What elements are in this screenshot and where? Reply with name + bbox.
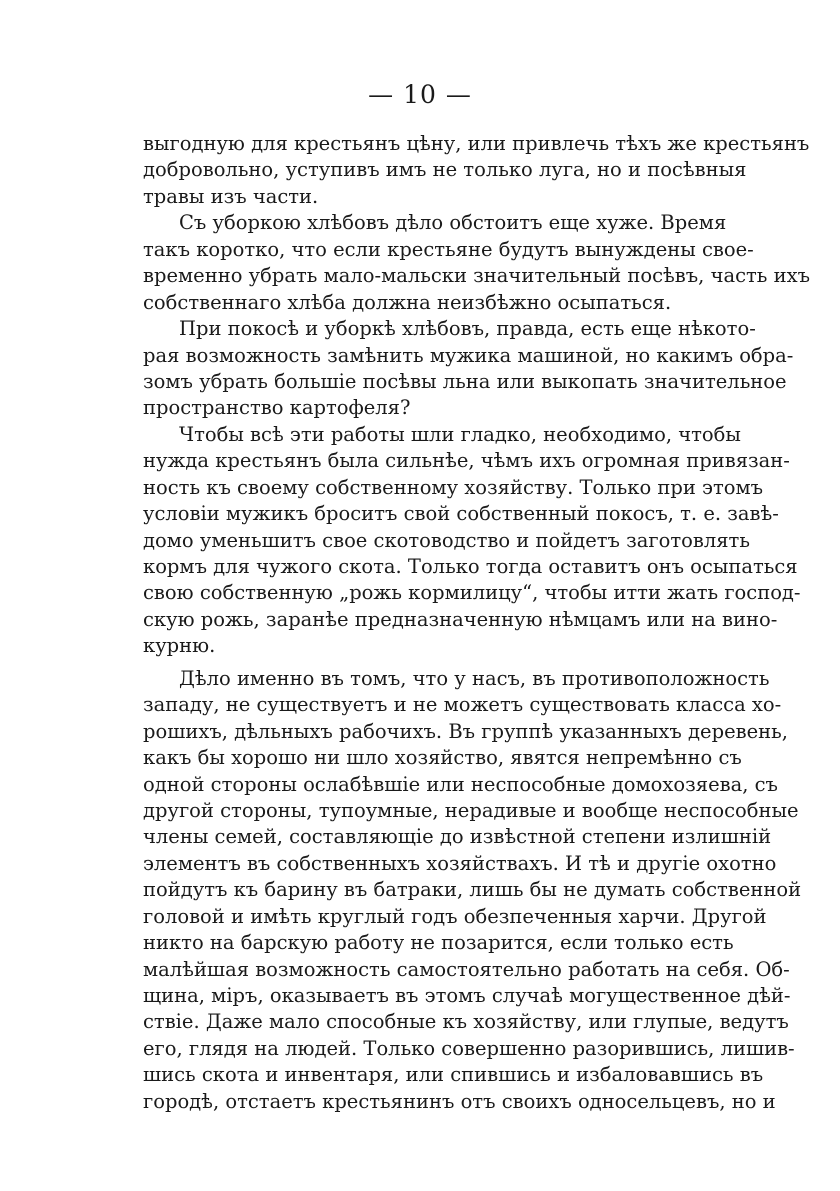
text-line: Съ уборкою хлѣбовъ дѣло обстоитъ еще хуже. Время bbox=[179, 211, 727, 235]
paragraph bbox=[143, 666, 802, 1115]
text-line: домо уменьшитъ свое скотоводство и пойдетъ заготовлять bbox=[143, 528, 750, 552]
page-number: — 10 — bbox=[368, 80, 472, 109]
text-line: ствіе. Даже мало способные къ хозяйству, или глупые, ведутъ bbox=[143, 1010, 789, 1034]
text-line: такъ коротко, что если крестьяне будутъ вынуждены свое- bbox=[143, 237, 754, 261]
text-line: какъ бы хорошо ни шло хозяйство, явятся непремѣнно съ bbox=[143, 746, 742, 770]
text-line: свою собственную „рожь кормилицу“, чтобы итти жать господ- bbox=[143, 581, 801, 605]
text-line: шись скота и инвентаря, или спившись и избаловавшись въ bbox=[143, 1063, 764, 1087]
paragraph bbox=[143, 210, 811, 316]
text-line: выгодную для крестьянъ цѣну, или привлечь тѣхъ же крестьянъ bbox=[143, 132, 810, 155]
text-line: рая возможность замѣнить мужика машиной, но какимъ обра- bbox=[143, 343, 794, 367]
text-line: временно убрать мало-мальски значительный посѣвъ, часть ихъ bbox=[143, 264, 811, 288]
text-line: Дѣло именно въ томъ, что у насъ, въ противоположность bbox=[179, 666, 770, 690]
text-line: курню. bbox=[143, 634, 216, 658]
text-line: щина, міръ, оказываетъ въ этомъ случаѣ могущественное дѣй- bbox=[143, 984, 791, 1007]
text-line: никто на барскую работу не позарится, если только есть bbox=[143, 931, 734, 955]
text-line: рошихъ, дѣльныхъ рабочихъ. Въ группѣ указанныхъ деревень, bbox=[143, 719, 788, 743]
text-line: При покосѣ и уборкѣ хлѣбовъ, правда, есть еще нѣкото- bbox=[179, 317, 756, 341]
text-line: пойдутъ къ барину въ батраки, лишь бы не думать собственной bbox=[143, 878, 802, 902]
text-line: головой и имѣть круглый годъ обезпеченныя харчи. Другой bbox=[143, 904, 767, 928]
text-line: его, глядя на людей. Только совершенно разорившись, лишив- bbox=[143, 1036, 795, 1060]
text-line: пространство картофеля? bbox=[143, 396, 411, 420]
text-line: нужда крестьянъ была сильнѣе, чѣмъ ихъ огромная привязан- bbox=[143, 449, 790, 473]
text-line: городѣ, отстаетъ крестьянинъ отъ своихъ односельцевъ, но и bbox=[143, 1089, 776, 1113]
text-line: собственнаго хлѣба должна неизбѣжно осыпаться. bbox=[143, 290, 672, 314]
paragraph bbox=[143, 316, 794, 422]
text-line: травы изъ части. bbox=[143, 184, 319, 208]
text-line: ность къ своему собственному хозяйству. Только при этомъ bbox=[143, 475, 764, 499]
text-line: другой стороны, тупоумные, нерадивые и вообще неспособные bbox=[143, 798, 799, 822]
text-line: члены семей, составляющіе до извѣстной степени излишній bbox=[143, 825, 772, 849]
paragraph bbox=[143, 131, 810, 210]
text-line: западу, не существуетъ и не можетъ существовать класса хо- bbox=[143, 693, 782, 717]
text-line: кормъ для чужого скота. Только тогда оставитъ онъ осыпаться bbox=[143, 555, 798, 578]
text-line: условіи мужикъ броситъ свой собственный покосъ, т. е. завѣ- bbox=[143, 502, 779, 526]
paragraph bbox=[143, 422, 801, 660]
text-line: добровольно, уступивъ имъ не только луга, но и посѣвныя bbox=[143, 158, 747, 182]
text-line: элементъ въ собственныхъ хозяйствахъ. И тѣ и другіе охотно bbox=[143, 851, 777, 875]
text-line: скую рожь, заранѣе предназначенную нѣмцамъ или на вино- bbox=[143, 607, 778, 631]
text-line: зомъ убрать большіе посѣвы льна или выкопать значительное bbox=[143, 369, 787, 393]
text-line: малѣйшая возможность самостоятельно работать на себя. Об- bbox=[143, 957, 790, 981]
body-text bbox=[143, 131, 811, 1115]
text-line: одной стороны ослабѣвшіе или неспособные домохозяева, съ bbox=[143, 772, 778, 796]
text-line: Чтобы всѣ эти работы шли гладко, необходимо, чтобы bbox=[179, 422, 741, 446]
